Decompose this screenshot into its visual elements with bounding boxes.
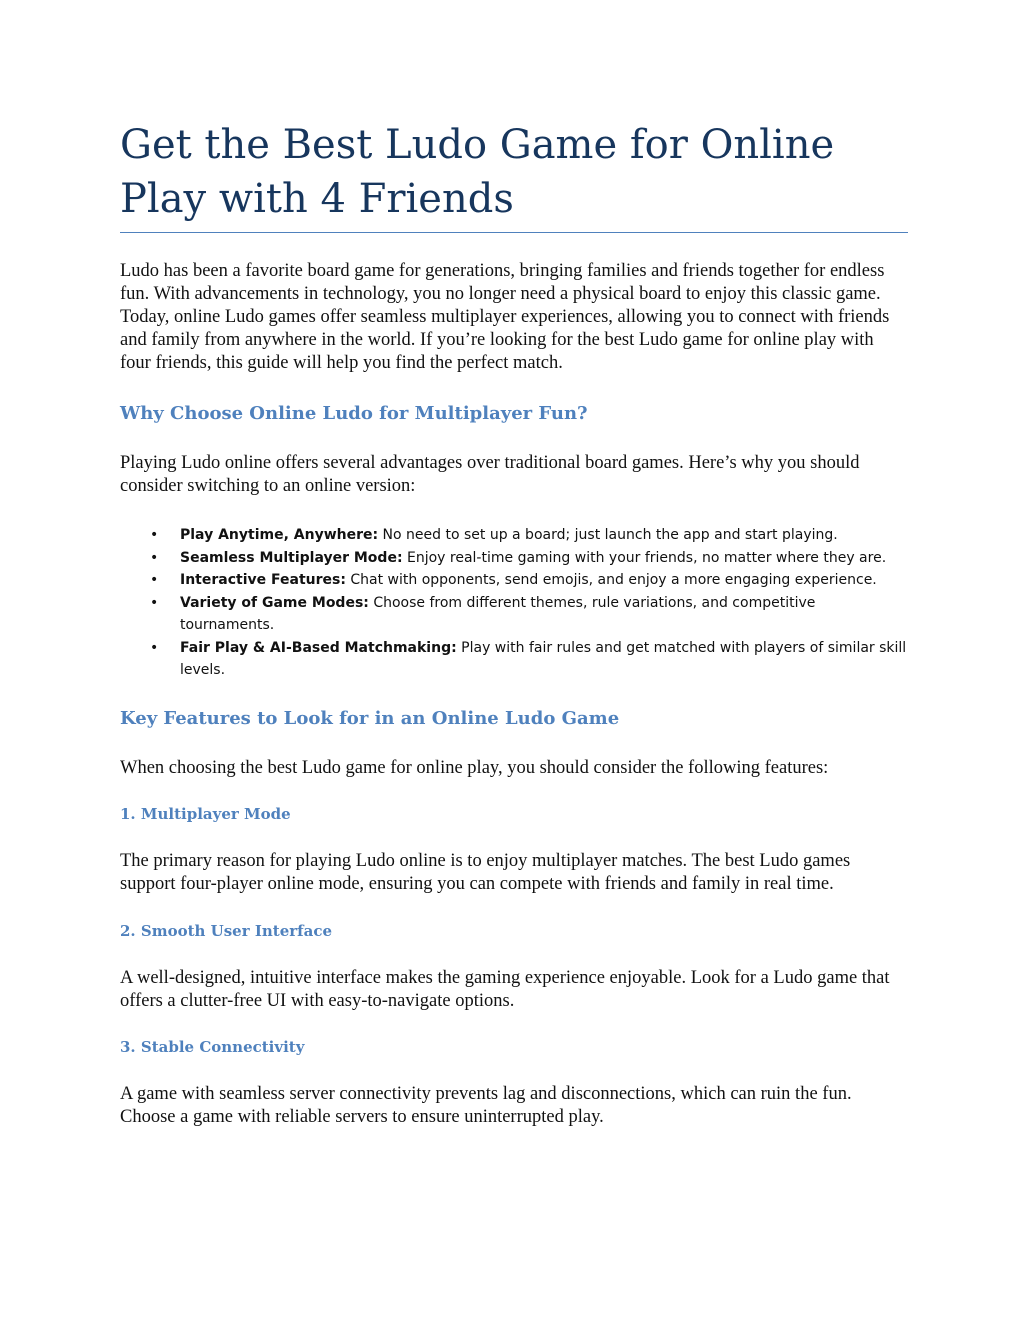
list-item-lead: Interactive Features: xyxy=(180,572,346,588)
bullet-icon: • xyxy=(150,572,159,588)
list-item xyxy=(120,637,908,682)
list-item-lead: Seamless Multiplayer Mode: xyxy=(180,549,403,566)
list-item-lead: Fair Play & AI-Based Matchmaking: xyxy=(180,639,457,656)
subsection-paragraph-multiplayer: The primary reason for playing Ludo online is to enjoy multiplayer matches. The best Ludo games support four-player online mode, ensuring you can compete with friends and family in real time. xyxy=(120,850,851,894)
list-item-text: Play with fair rules and get matched with players of similar skill levels. xyxy=(180,639,907,678)
list-item-text: No need to set up a board; just launch the app and start playing. xyxy=(378,527,838,543)
list-item-lead: Play Anytime, Anywhere: xyxy=(180,527,379,543)
list-item xyxy=(120,592,908,637)
list-item xyxy=(120,524,908,547)
intro-paragraph: Ludo has been a favorite board game for generations, bringing families and friends together for endless fun. With advancements in technology, you no longer need a physical board to enjoy this classic game. Today, online Ludo games offer seamless multiplayer experiences, allowing you to connect with friends and family from anywhere in the world. If you’re looking for the best Ludo game for online play with four friends, this guide will help you find the perfect match. xyxy=(120,261,890,373)
list-item-text: Enjoy real-time gaming with your friends, no matter where they are. xyxy=(402,549,887,566)
bullet-icon: • xyxy=(150,549,159,566)
list-item xyxy=(120,547,908,570)
bullet-icon: • xyxy=(150,594,159,611)
bullet-icon: • xyxy=(150,527,159,543)
document-page xyxy=(120,118,908,1129)
list-item-lead: Variety of Game Modes: xyxy=(180,594,369,611)
subsection-paragraph-interface: A well-designed, intuitive interface makes the gaming experience enjoyable. Look for a Ludo game that offers a clutter-free UI with easy-to-navigate options. xyxy=(120,967,890,1011)
section-features-paragraph: When choosing the best Ludo game for online play, you should consider the following features: xyxy=(120,757,829,778)
subsection-paragraph-connectivity: A game with seamless server connectivity prevents lag and disconnections, which can ruin the fun. Choose a game with reliable servers to ensure uninterrupted play. xyxy=(120,1083,852,1127)
section-features-heading: Key Features to Look for in an Online Ludo Game xyxy=(120,707,620,729)
list-item xyxy=(120,569,908,592)
list-item-text: Choose from different themes, rule variations, and competitive tournaments. xyxy=(180,594,816,633)
section-why-heading: Why Choose Online Ludo for Multiplayer Fun? xyxy=(120,403,588,424)
document-title: Get the Best Ludo Game for Online Play with 4 Friends xyxy=(120,118,908,233)
advantages-list xyxy=(120,524,908,682)
bullet-icon: • xyxy=(150,639,159,656)
subsection-heading-multiplayer: 1. Multiplayer Mode xyxy=(120,804,291,823)
list-item-text: Chat with opponents, send emojis, and enjoy a more engaging experience. xyxy=(345,572,877,588)
section-why-paragraph: Playing Ludo online offers several advantages over traditional board games. Here’s why you should consider switching to an online version: xyxy=(120,453,860,496)
subsection-heading-connectivity: 3. Stable Connectivity xyxy=(120,1037,305,1056)
subsection-heading-interface: 2. Smooth User Interface xyxy=(120,921,332,940)
